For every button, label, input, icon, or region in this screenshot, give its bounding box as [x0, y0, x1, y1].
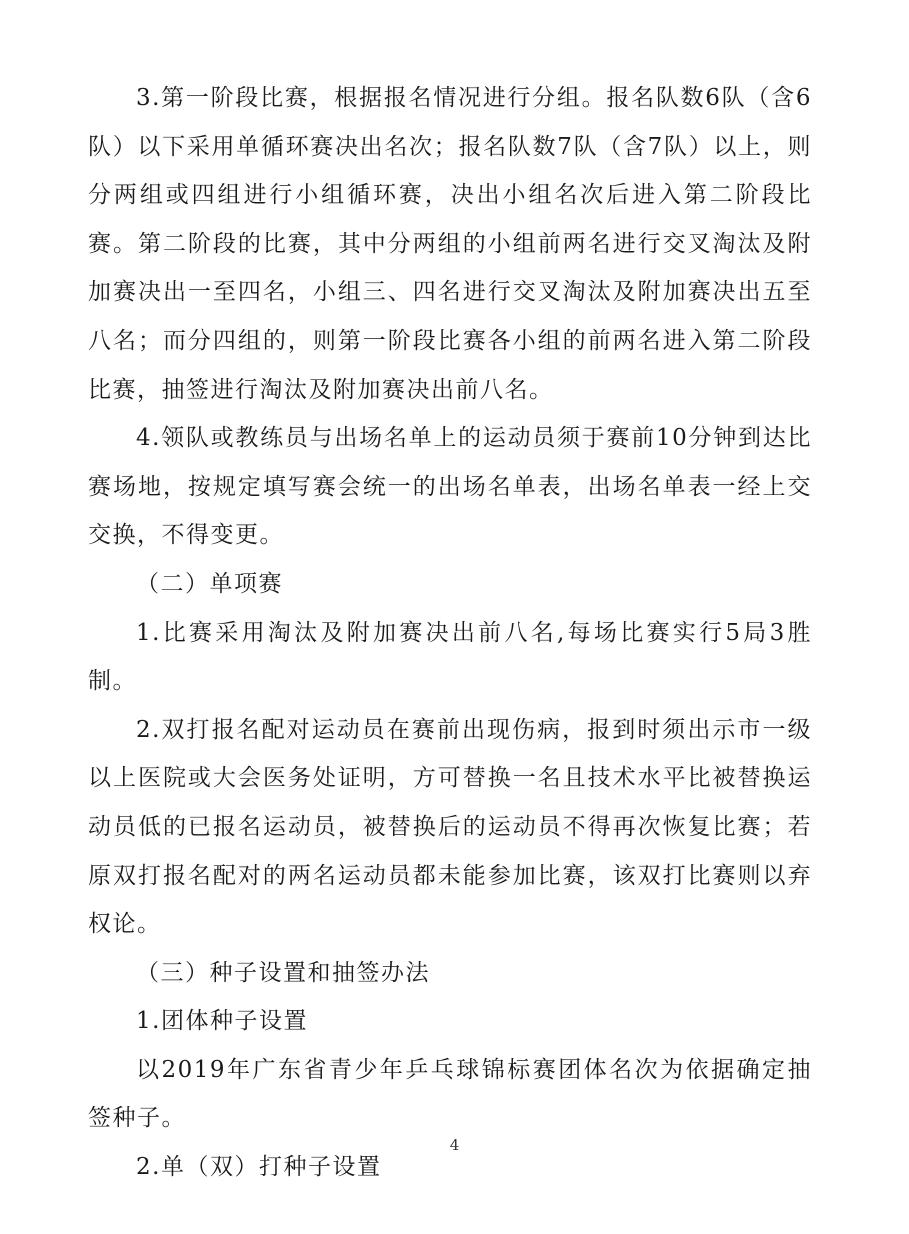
subheading-singles-doubles-seeding: 2.单（双）打种子设置: [136, 1154, 382, 1181]
page-body: [88, 74, 812, 1192]
section-heading-singles-events: （二）单项赛: [136, 570, 283, 597]
paragraph-team-seeding-basis: 以2019年广东省青少年乒乓球锦标赛团体名次为依据确定抽签种子。: [88, 1056, 812, 1132]
page-number: 4: [449, 1136, 460, 1154]
section-heading-seeding-draw: （三）种子设置和抽签办法: [136, 959, 430, 986]
subheading-team-seeding: 1.团体种子设置: [136, 1008, 308, 1035]
paragraph-knockout-format: 1.比赛采用淘汰及附加赛决出前八名,每场比赛实行5局3胜制。: [88, 619, 812, 695]
paragraph-lineup-rules: 4.领队或教练员与出场名单上的运动员须于赛前10分钟到达比赛场地，按规定填写赛会统一的出场名单表，出场名单表一经上交交换，不得变更。: [88, 425, 812, 549]
paragraph-team-stage-grouping: 3.第一阶段比赛，根据报名情况进行分组。报名队数6队（含6队）以下采用单循环赛决出名次；报名队数7队（含7队）以上，则分两组或四组进行小组循环赛，决出小组名次后进入第二阶段比赛。第二阶段的比赛，其中分两组的小组前两名进行交叉淘汰及附加赛决出一至四名，小组三、四名进行交叉淘汰及附加赛决出五至八名；而分四组的，则第一阶段比赛各小组的前两名进入第二阶段比赛，抽签进行淘汰及附加赛决出前八名。: [88, 85, 812, 403]
paragraph-doubles-replacement: 2.双打报名配对运动员在赛前出现伤病，报到时须出示市一级以上医院或大会医务处证明，方可替换一名且技术水平比被替换运动员低的已报名运动员，被替换后的运动员不得再次恢复比赛；若原双打报名配对的两名运动员都未能参加比赛，该双打比赛则以弃权论。: [88, 716, 812, 938]
